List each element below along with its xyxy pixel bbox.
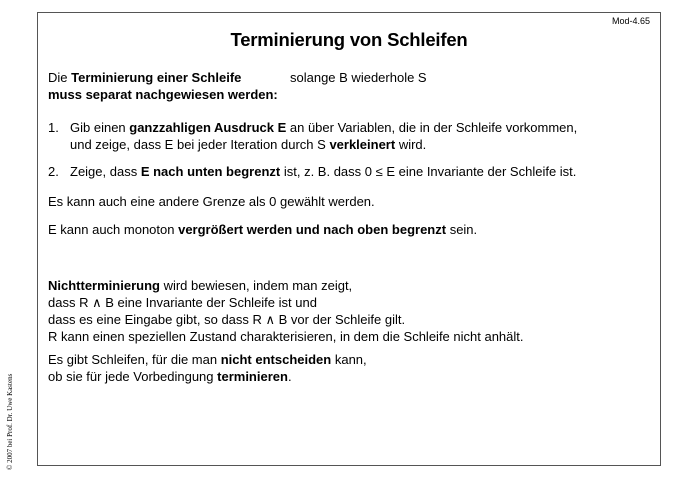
slide-id: Mod-4.65 (611, 16, 650, 26)
nonterm-line-3: dass es eine Eingabe gibt, so dass R ∧ B vor der Schleife gilt. (48, 312, 406, 327)
item-number: 2. (48, 164, 59, 179)
undecidability-block (48, 351, 648, 385)
remark-text: E kann auch monoton (48, 222, 179, 237)
intro-block (48, 69, 648, 103)
copyright-note: © 2007 bei Prof. Dr. Uwe Kastens (6, 373, 14, 470)
item-text-part: ist, z. B. dass 0 ≤ E eine Invariante der Schleife ist. (280, 164, 577, 179)
list-item-2 (48, 163, 648, 180)
item-text-part: Zeige, dass (70, 164, 141, 179)
intro-bold-2: muss separat nachgewiesen werden: (48, 87, 278, 102)
nonterm-line-2: dass R ∧ B eine Invariante der Schleife ist und (48, 295, 317, 310)
undecidable-line-2 (48, 368, 648, 385)
nonterm-text: wird bewiesen, indem man zeigt, (159, 278, 353, 293)
item-bold: ganzzahligen Ausdruck E (129, 120, 287, 135)
item-text (70, 163, 648, 180)
item-text (70, 136, 648, 153)
undecidable-line-1 (48, 351, 648, 368)
remark-other-bound: Es kann auch eine andere Grenze als 0 gewählt werden. (48, 194, 375, 209)
nonterm-line-4: R kann einen speziellen Zustand charakterisieren, in dem die Schleife nicht anhält. (48, 329, 524, 344)
undecidable-text: ob sie für jede Vorbedingung (48, 369, 218, 384)
intro-line-2 (48, 86, 648, 103)
item-bold: E nach unten begrenzt (140, 164, 281, 179)
slide-frame (37, 12, 661, 466)
undecidable-text: kann, (331, 352, 367, 367)
item-text-part: Gib einen (70, 120, 130, 135)
undecidable-text: Es gibt Schleifen, für die man (48, 352, 221, 367)
intro-bold: Terminierung einer Schleife (71, 70, 242, 85)
undecidable-text: . (287, 369, 292, 384)
undecidable-bold: terminieren (217, 369, 288, 384)
item-number: 1. (48, 120, 59, 135)
remark-bold: vergrößert werden und nach oben begrenzt (178, 222, 447, 237)
nonterm-line-1 (48, 277, 648, 294)
item-text-part: an über Variablen, die in der Schleife vorkommen, (286, 120, 578, 135)
slide-title: Terminierung von Schleifen (230, 29, 468, 50)
item-text (70, 119, 648, 136)
remark-text: sein. (446, 222, 478, 237)
remark-monotone-increase (48, 221, 648, 238)
item-text-part: wird. (395, 137, 427, 152)
item-bold: verkleinert (329, 137, 396, 152)
undecidable-bold: nicht entscheiden (220, 352, 332, 367)
list-item-1 (48, 119, 648, 153)
loop-syntax: solange B wiederhole S (290, 70, 427, 85)
nontermination-block (48, 277, 648, 345)
nonterm-bold: Nichtterminierung (48, 278, 160, 293)
intro-text: Die (48, 70, 72, 85)
item-text-part: und zeige, dass E bei jeder Iteration durch S (70, 137, 330, 152)
